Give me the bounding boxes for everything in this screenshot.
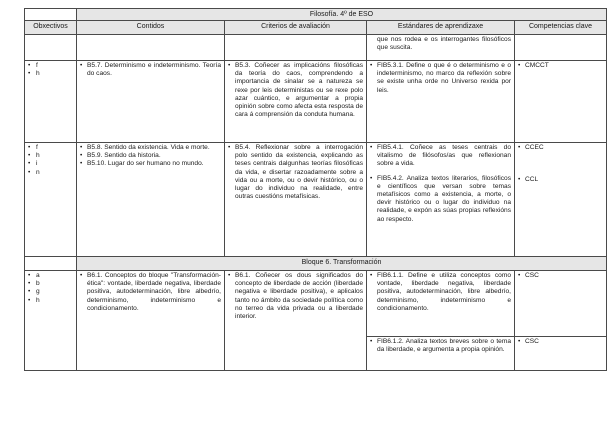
list-item: • i bbox=[28, 160, 38, 168]
list-item: • h bbox=[28, 152, 40, 160]
competencias-cell: • CCEC • CCL bbox=[515, 143, 607, 257]
criterios-cell: • B5.4. Reflexionar sobre a interrogación polo sentido da existencia, explicando as teses centrais dalgunhas teorías filosóficas da vida, e disertar razoadamente sobre a vida ou a morte, ou o devir histórico, ou o lugar do individuo na realidade, entre outras cuestións metafísicas. bbox=[225, 143, 367, 257]
header-contidos: Contidos bbox=[77, 21, 225, 35]
table-row bbox=[25, 271, 607, 337]
obxectivos-cell bbox=[25, 271, 77, 371]
obxectivos-cell bbox=[25, 143, 77, 257]
list-item: • b bbox=[28, 280, 40, 288]
header-criterios: Criterios de avaliación bbox=[225, 21, 367, 35]
header-obxectivos: Obxectivos bbox=[25, 21, 77, 35]
list-item: • h bbox=[28, 70, 40, 78]
header-estandares: Estándares de aprendizaxe bbox=[367, 21, 515, 35]
contidos-cell: • B6.1. Conceptos do bloque "Transformación-ética": vontade, liberdade negativa, liberdade positiva, autodeterminación, libre albedrío, determinismo, indeterminismo e condicionamento. bbox=[77, 271, 225, 371]
estandares-cell: • FIB5.4.1. Coñece as teses centrais do vitalismo de filósofos/as que reflexionan sobre a vida. • FIB5.4.2. Analiza textos literarios, filosóficos e científicos que versan sobre temas metafísicos como a existencia, a morte, o devir histórico ou o lugar do individuo na realidade, e expón as súas propias reflexións ao respecto. bbox=[367, 143, 515, 257]
estandares-cell: • FIB6.1.1. Define e utiliza conceptos como vontade, liberdade negativa, liberdade positiva, autodeterminación, libre albedrío, determinismo, indeterminismo e condicionamento. bbox=[367, 271, 515, 337]
list-item: • g bbox=[28, 288, 40, 296]
table-row bbox=[25, 61, 607, 143]
criterios-cell: • B5.3. Coñecer as implicacións filosóficas da teoría do caos, comprendendo a importancia de sinalar se a natureza se rexe por leis deterministas ou se rexe polo azar cuántico, e argumentar a propia opinión sobre como afecta esta resposta de cara á comprensión da conduta humana. bbox=[225, 61, 367, 143]
list-item: • a bbox=[28, 272, 40, 279]
contidos-cell: • B5.8. Sentido da existencia. Vida e morte. • B5.9. Sentido da historia. • B5.10. Lugar do ser humano no mundo. bbox=[77, 143, 225, 257]
criterios-cell: • B6.1. Coñecer os dous significados do concepto de liberdade de acción (liberdade negativa e liberdade positiva), e aplicalos tanto no ámbito da sociedade política como no terreo da vida privada ou a liberdade interior. bbox=[225, 271, 367, 371]
competencias-cell: • CSC bbox=[515, 337, 607, 371]
estandar-cell: que nos rodea e os interrogantes filosóficos que suscita. bbox=[367, 35, 515, 61]
estandares-cell: • FIB5.3.1. Define o que é o determinismo e o indeterminismo, no marco da reflexión sobre se existe unha orde no Universo rexida por leis. bbox=[367, 61, 515, 143]
competencias-cell: • CSC bbox=[515, 271, 607, 337]
obxectivos-cell bbox=[25, 61, 77, 143]
estandares-cell: • FIB6.1.2. Analiza textos breves sobre o tema da liberdade, e argumenta a propia opinión. bbox=[367, 337, 515, 371]
table-title: Filosofía. 4º de ESO bbox=[77, 9, 607, 21]
list-item: • f bbox=[28, 62, 38, 69]
curriculum-table bbox=[24, 8, 607, 371]
table-row bbox=[25, 143, 607, 257]
header-competencias: Competencias clave bbox=[515, 21, 607, 35]
list-item: • f bbox=[28, 144, 38, 151]
list-item: • h bbox=[28, 296, 40, 304]
section-title: Bloque 6. Transformación bbox=[77, 257, 607, 271]
competencias-cell: • CMCCT bbox=[515, 61, 607, 143]
contidos-cell: • B5.7. Determinismo e indeterminismo. Teoría do caos. bbox=[77, 61, 225, 143]
table-row bbox=[25, 35, 607, 61]
list-item: • n bbox=[28, 168, 40, 176]
